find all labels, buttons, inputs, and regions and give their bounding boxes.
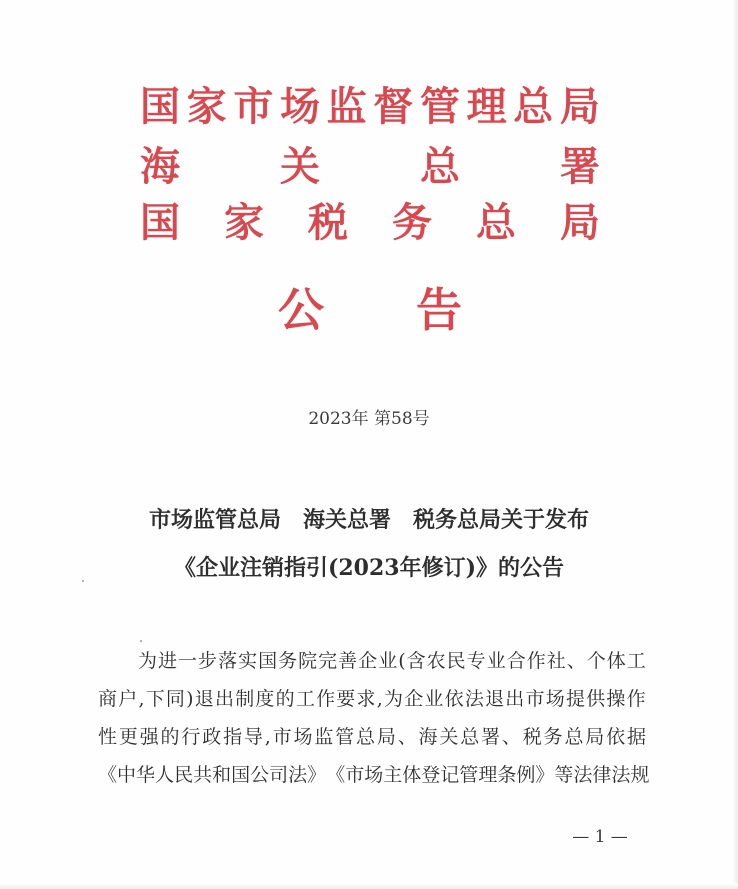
body-char: 依 xyxy=(606,726,626,748)
body-char: 导 xyxy=(243,726,263,748)
body-char: 作 xyxy=(526,650,546,672)
body-char: 记 xyxy=(440,764,460,786)
body-char: 场 xyxy=(364,764,384,786)
body-char: 共 xyxy=(193,764,213,786)
body-char: 为 xyxy=(383,688,403,710)
body-char: 作 xyxy=(626,688,646,710)
body-char: 度 xyxy=(255,688,275,710)
body-char: 政 xyxy=(202,726,222,748)
body-char: 、 xyxy=(501,726,521,748)
issuer-char: 税 xyxy=(308,199,348,246)
body-char: 法 xyxy=(288,764,308,786)
body-char: 市 xyxy=(345,764,365,786)
body-paragraph xyxy=(98,642,650,794)
body-char: 户 xyxy=(118,688,138,710)
body-char: 供 xyxy=(586,688,606,710)
body-char: 管 xyxy=(335,726,355,748)
body-line-1 xyxy=(98,642,646,680)
body-char: 业 xyxy=(424,688,444,710)
body-char: 制 xyxy=(235,688,255,710)
body-char: ) xyxy=(186,688,194,710)
body-char: 行 xyxy=(181,726,201,748)
issuer-char: 市 xyxy=(233,83,274,130)
body-char: 求 xyxy=(356,688,376,710)
body-char: , xyxy=(138,688,145,710)
body-char: 操 xyxy=(606,688,626,710)
issuer-char: 国 xyxy=(140,199,180,246)
body-char: 局 xyxy=(585,726,605,748)
body-char: 的 xyxy=(275,688,295,710)
body-char: 工 xyxy=(626,650,646,672)
issuer-char: 局 xyxy=(560,199,600,246)
body-char: 署 xyxy=(481,726,501,748)
issuer-char: 局 xyxy=(559,83,600,130)
body-char: 管 xyxy=(459,764,479,786)
body-char: 指 xyxy=(223,726,243,748)
body-char: 总 xyxy=(460,726,480,748)
body-char: 强 xyxy=(139,726,159,748)
body-char: 要 xyxy=(336,688,356,710)
scan-edge xyxy=(0,883,738,889)
body-char: 理 xyxy=(478,764,498,786)
body-char: 规 xyxy=(630,764,650,786)
issuer-char: 务 xyxy=(392,199,432,246)
issuer-char: 场 xyxy=(279,83,320,130)
body-char: 据 xyxy=(626,726,646,748)
body-char: 条 xyxy=(497,764,517,786)
body-char: 提 xyxy=(565,688,585,710)
body-char: 企 xyxy=(358,650,378,672)
body-char: 、 xyxy=(397,726,417,748)
body-char: 务 xyxy=(278,650,298,672)
issuer-char: 家 xyxy=(224,199,264,246)
document-title-line-1: 市场监管总局 海关总署 税务总局关于发布 xyxy=(148,507,589,533)
body-char: 登 xyxy=(421,764,441,786)
body-char: 中 xyxy=(117,764,137,786)
body-char: 为 xyxy=(138,650,158,672)
page-number: — 1 — xyxy=(572,827,628,847)
issuer-char: 理 xyxy=(466,83,507,130)
body-char: 出 xyxy=(214,688,234,710)
body-char: 》 xyxy=(307,764,327,786)
body-char: 法 xyxy=(611,764,631,786)
body-char: 主 xyxy=(383,764,403,786)
issuer-char: 家 xyxy=(186,83,227,130)
body-char: 海 xyxy=(418,726,438,748)
body-char: 等 xyxy=(554,764,574,786)
body-char: 个 xyxy=(586,650,606,672)
body-char: 合 xyxy=(506,650,526,672)
scan-speck xyxy=(140,640,142,642)
body-line-2 xyxy=(98,680,646,718)
body-char: 专 xyxy=(466,650,486,672)
body-char: 》 xyxy=(535,764,555,786)
body-char: 的 xyxy=(160,726,180,748)
body-char: 税 xyxy=(522,726,542,748)
body-char: 法 xyxy=(573,764,593,786)
body-char: 司 xyxy=(269,764,289,786)
body-char: 善 xyxy=(338,650,358,672)
body-char: 出 xyxy=(505,688,525,710)
body-char: 国 xyxy=(258,650,278,672)
issuer-char: 海 xyxy=(140,143,180,190)
issuer-char: 关 xyxy=(280,143,320,190)
document-number: 2023年 第58号 xyxy=(308,409,430,429)
announcement-heading xyxy=(278,285,462,335)
body-char: 商 xyxy=(98,688,118,710)
body-char: 法 xyxy=(464,688,484,710)
body-char: 退 xyxy=(485,688,505,710)
scan-speck xyxy=(82,580,84,582)
scan-edge xyxy=(732,0,738,889)
issuer-char: 总 xyxy=(420,143,460,190)
body-line-3 xyxy=(98,718,646,756)
body-char: 务 xyxy=(543,726,563,748)
body-char: 业 xyxy=(486,650,506,672)
body-char: , xyxy=(376,688,383,710)
body-char: , xyxy=(264,726,271,748)
body-char: 监 xyxy=(314,726,334,748)
body-char: 公 xyxy=(250,764,270,786)
body-line-4 xyxy=(98,756,650,794)
body-char: 实 xyxy=(238,650,258,672)
issuer-char: 监 xyxy=(326,83,367,130)
body-char: 局 xyxy=(376,726,396,748)
body-char: 作 xyxy=(316,688,336,710)
body-char: 含 xyxy=(406,650,426,672)
body-char: 民 xyxy=(446,650,466,672)
body-char: 《 xyxy=(326,764,346,786)
body-char: 总 xyxy=(356,726,376,748)
body-char: 进 xyxy=(158,650,178,672)
body-char: 民 xyxy=(174,764,194,786)
issuer-char: 国 xyxy=(140,83,180,130)
issuer-char: 督 xyxy=(373,83,414,130)
body-char: 场 xyxy=(545,688,565,710)
body-char: 完 xyxy=(318,650,338,672)
body-char: 同 xyxy=(165,688,185,710)
document-title-line-2: 《企业注销指引(2023年修订)》的公告 xyxy=(173,555,565,581)
body-char: 律 xyxy=(592,764,612,786)
issuer-line-samr xyxy=(140,84,600,130)
body-char: 总 xyxy=(564,726,584,748)
body-char: 工 xyxy=(295,688,315,710)
body-char: 市 xyxy=(272,726,292,748)
body-char: 性 xyxy=(98,726,118,748)
announcement-char: 公 xyxy=(278,283,324,337)
body-char: 一 xyxy=(178,650,198,672)
issuer-char: 总 xyxy=(476,199,516,246)
body-char: 例 xyxy=(516,764,536,786)
issuer-char: 署 xyxy=(560,143,600,190)
body-char: 关 xyxy=(439,726,459,748)
body-char: ( xyxy=(398,650,406,672)
body-char: 依 xyxy=(444,688,464,710)
body-char: 院 xyxy=(298,650,318,672)
body-char: 《 xyxy=(98,764,118,786)
body-char: 体 xyxy=(606,650,626,672)
issuer-line-customs xyxy=(140,144,600,190)
body-char: 场 xyxy=(293,726,313,748)
body-char: 体 xyxy=(402,764,422,786)
body-char: 企 xyxy=(404,688,424,710)
announcement-char: 告 xyxy=(416,283,462,337)
body-char: 落 xyxy=(218,650,238,672)
body-char: 华 xyxy=(136,764,156,786)
body-char: 业 xyxy=(378,650,398,672)
body-char: 农 xyxy=(426,650,446,672)
issuer-char: 总 xyxy=(513,83,554,130)
body-char: 社 xyxy=(546,650,566,672)
issuer-char: 管 xyxy=(419,83,460,130)
body-char: 市 xyxy=(525,688,545,710)
body-char: 步 xyxy=(198,650,218,672)
body-char: 国 xyxy=(231,764,251,786)
issuer-line-tax xyxy=(140,200,600,246)
body-char: 、 xyxy=(566,650,586,672)
body-char: 更 xyxy=(118,726,138,748)
body-char: 人 xyxy=(155,764,175,786)
body-char: 和 xyxy=(212,764,232,786)
body-char: 退 xyxy=(194,688,214,710)
body-char: 下 xyxy=(145,688,165,710)
